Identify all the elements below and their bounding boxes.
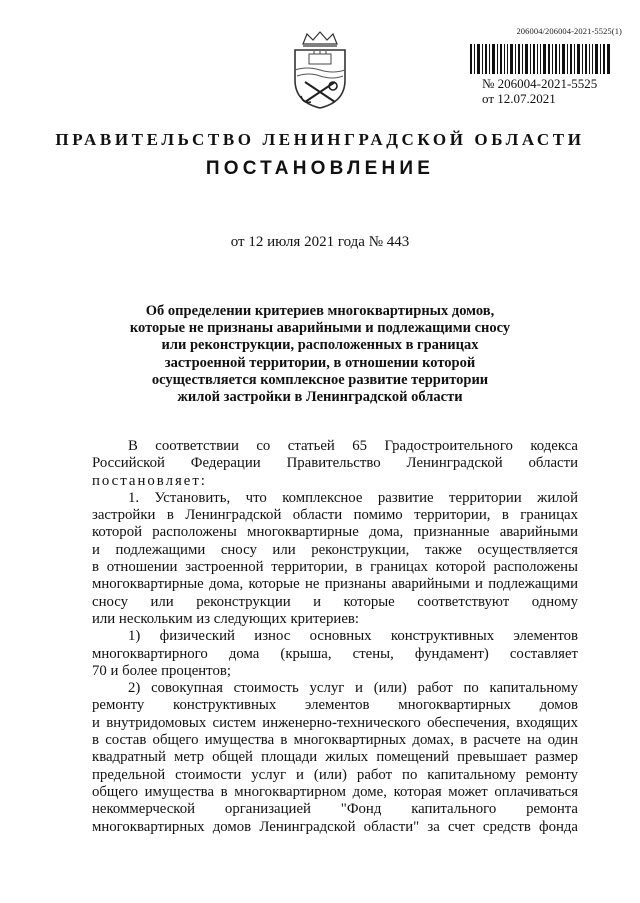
subject-line: которые не признаны аварийными и подлежащими сносу	[129, 320, 511, 337]
registration-date: от 12.07.2021	[482, 91, 556, 106]
body-line: 1) физический износ основных конструктивных элементов	[128, 628, 578, 645]
subject-line: осуществляется комплексное развитие территории	[151, 371, 489, 388]
body-line: и внутридомовых систем инженерно-технического обеспечения, входящих	[92, 714, 578, 731]
body-line: предельной стоимости услуг и (или) работ по капитальному ремонту	[92, 766, 578, 783]
body-line: которой расположены многоквартирные дома, признанные аварийными	[92, 524, 578, 541]
body-line: многоквартирных домов Ленинградской области" за счет средств фонда	[92, 818, 578, 835]
body-line: или нескольким из следующих критериев:	[92, 610, 359, 627]
body-line: квадратный метр общей площади жилых помещений превышает размер	[92, 749, 578, 766]
decree-date: от 12 июля 2021 года № 443	[230, 234, 410, 250]
body-line: общего имущества в многоквартирном доме, которая может оплачиваться	[92, 783, 578, 800]
body-line: в состав общего имущества в многоквартирных домах, в расчете на один	[92, 732, 578, 749]
body-line: многоквартирного дома (крыша, стены, фундамент) составляет	[92, 645, 578, 662]
decree-subject	[110, 303, 530, 406]
body-line: в отношении застроенной территории, в границах которой расположены	[92, 559, 578, 576]
subject-line: или реконструкции, расположенных в границах	[161, 337, 479, 354]
barcode-icon	[470, 44, 610, 74]
government-title: ПРАВИТЕЛЬСТВО ЛЕНИНГРАДСКОЙ ОБЛАСТИ	[55, 130, 585, 149]
registration-number: № 206004-2021-5525	[482, 76, 598, 91]
body-line: и подлежащими сносу или реконструкции, также осуществляется	[92, 541, 578, 558]
body-line: 70 и более процентов;	[92, 662, 231, 679]
body-line: ремонту конструктивных элементов многоквартирных домов	[92, 697, 578, 714]
decree-body	[92, 438, 578, 836]
document-code: 206004/206004-2021-5525(1)	[516, 26, 622, 36]
body-line: сносу или реконструкции и которые соответствуют одному	[92, 593, 578, 610]
subject-line: Об определении критериев многоквартирных домов,	[145, 303, 495, 319]
body-line: 1. Установить, что комплексное развитие территории жилой	[128, 489, 578, 506]
body-line: многоквартирные дома, которые не признаны аварийными и подлежащими	[92, 576, 578, 593]
subject-line: застроенной территории, в отношении которой	[164, 354, 476, 371]
body-line: постановляет:	[92, 472, 207, 489]
coat-of-arms-icon	[287, 30, 353, 110]
body-line: некоммерческой организацией "Фонд капитального ремонта	[92, 801, 578, 818]
body-line: застройки в Ленинградской области помимо территории, в границах	[92, 507, 578, 524]
decree-title: ПОСТАНОВЛЕНИЕ	[205, 158, 435, 179]
body-line: 2) совокупная стоимость услуг и (или) работ по капитальному	[128, 680, 578, 697]
body-line: В соответствии со статьей 65 Градостроительного кодекса	[128, 438, 578, 454]
subject-line: жилой застройки в Ленинградской области	[177, 389, 463, 406]
body-line: Российской Федерации Правительство Ленинградской области	[92, 455, 578, 472]
